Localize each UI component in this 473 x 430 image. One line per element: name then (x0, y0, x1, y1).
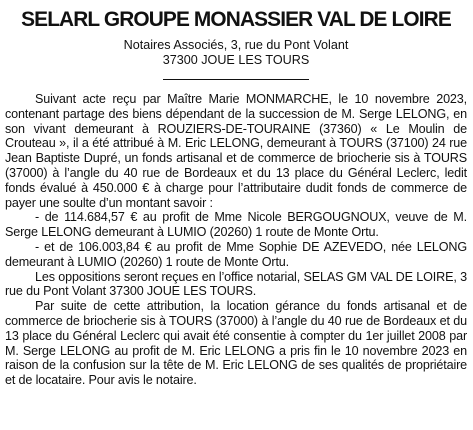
notary-address-line-1: Notaires Associés, 3, rue du Pont Volant (123, 38, 349, 52)
paragraph-oppositions: Les oppositions seront reçues en l’office notarial, SELAS GM VAL DE LOIRE, 3 rue du Pont Volant 37300 JOUE LES TOURS. (5, 269, 467, 299)
paragraph-lease-end: Par suite de cette attribution, la location gérance du fonds artisanal et de commerce de briocherie sis à TOURS (37000) à l’angle du 40 rue de Bordeaux et du 13 place du Général Leclerc qui avait été consentie à compter du 1er juillet 2008 par M. Serge LELONG au profit de M. Eric LELONG a pris fin le 10 novembre 2023 en raison de la confusion sur la tête de M. Eric LELONG de ses qualités de propriétaire et de locataire. Pour avis le notaire. (5, 299, 467, 388)
paragraph-payment-2: - et de 106.003,84 € au profit de Mme Sophie DE AZEVEDO, née LELONG demeurant à LUMIO (20260) 1 route de Monte Ortu. (5, 239, 467, 269)
notice-body (5, 92, 467, 388)
paragraph-deed: Suivant acte reçu par Maître Marie MONMARCHE, le 10 novembre 2023, contenant partage des biens dépendant de la succession de M. Serge LELONG, en son vivant demeurant à ROUZIERS-DE-TOURAINE (37360) « Le Moulin de Crouteau », il a été attribué à M. Eric LELONG, demeurant à TOURS (37100) 24 rue Jean Baptiste Dupré, un fonds artisanal et de commerce de briocherie sis à TOURS (37000) à l’angle du 40 rue de Bordeaux et du 13 place du Général Leclerc, ledit fonds évalué à 450.000 € à charge pour l’attributaire dudit fonds de commerce de payer une soulte d’un montant savoir : (5, 92, 467, 210)
paragraph-payment-1: - de 114.684,57 € au profit de Mme Nicole BERGOUGNOUX, veuve de M. Serge LELONG demeurant à LUMIO (20260) 1 route de Monte Ortu. (5, 210, 467, 240)
header-divider (163, 79, 309, 80)
notary-address-line-2: 37300 JOUE LES TOURS (162, 53, 310, 67)
notice-title: SELARL GROUPE MONASSIER VAL DE LOIRE (21, 7, 451, 31)
